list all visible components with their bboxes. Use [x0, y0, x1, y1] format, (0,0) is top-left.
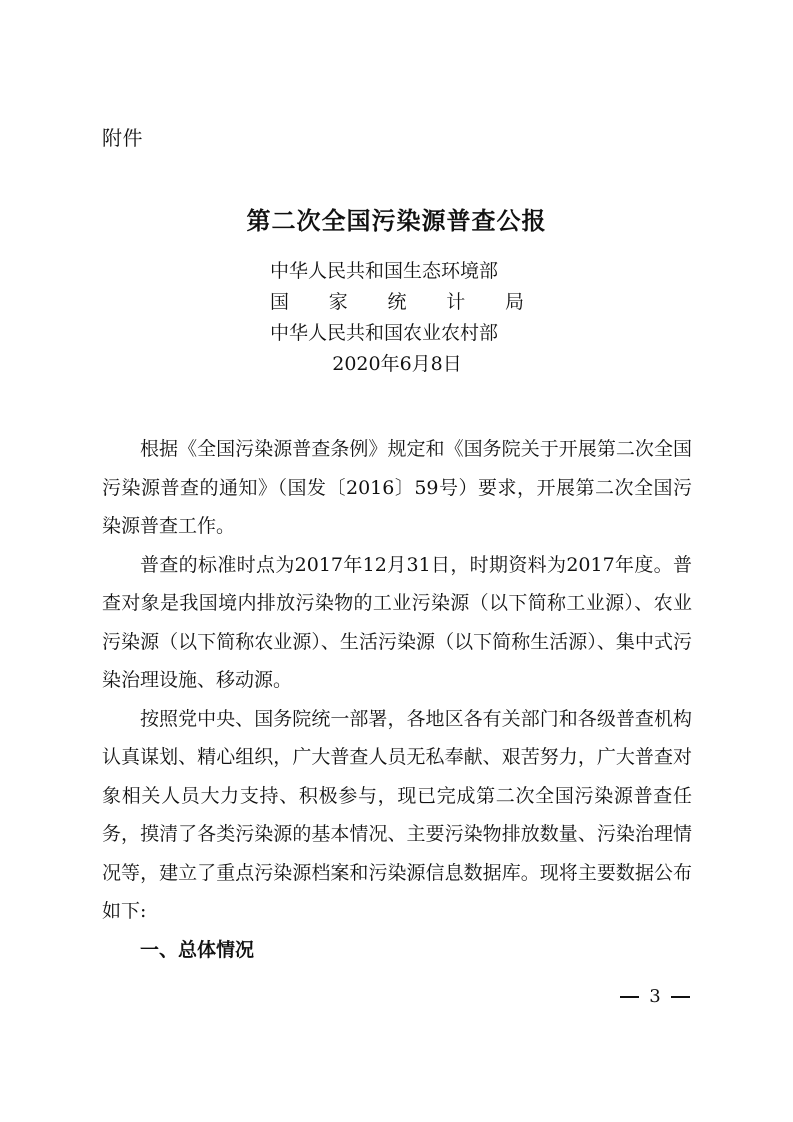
- paragraph-completion: 按照党中央、国务院统一部署，各地区各有关部门和各级普查机构认真谋划、精心组织，广大普查人员无私奉献、艰苦努力，广大普查对象相关人员大力支持、积极参与，现已完成第二次全国污染源普查任务，摸清了各类污染源的基本情况、主要污染物排放数量、污染治理情况等，建立了重点污染源档案和污染源信息数据库。现将主要数据公布如下:: [102, 707, 692, 922]
- issuer-char: 国: [270, 291, 290, 313]
- document-title: 第二次全国污染源普查公报: [246, 207, 547, 235]
- issuer-char: 局: [504, 291, 524, 313]
- page-number: [620, 984, 690, 1010]
- issue-date: 2020年6月8日: [332, 353, 462, 375]
- issuer-statistics-bureau: [270, 287, 524, 318]
- issuer-ministry-agriculture: 中华人民共和国农业农村部: [270, 322, 499, 344]
- issuer-char: 家: [328, 291, 348, 313]
- attachment-label: 附件: [102, 126, 143, 150]
- paragraph-basis: 根据《全国污染源普查条例》规定和《国务院关于开展第二次全国污染源普查的通知》（国发〔2016〕59号）要求，开展第二次全国污染源普查工作。: [102, 438, 692, 537]
- issuer-char: 计: [446, 291, 466, 313]
- issuer-ministry-ecology: 中华人民共和国生态环境部: [270, 260, 499, 282]
- issuing-authorities: [270, 256, 524, 380]
- paragraph-scope: 普查的标准时点为2017年12月31日，时期资料为2017年度。普查对象是我国境内排放污染物的工业污染源（以下简称工业源）、农业污染源（以下简称农业源）、生活污染源（以下简称生活源）、集中式污染治理设施、移动源。: [102, 553, 692, 691]
- dash-left: [620, 996, 639, 998]
- page-number-value: 3: [649, 986, 661, 1007]
- section-heading-overview: 一、总体情况: [140, 938, 255, 961]
- issuer-char: 统: [387, 291, 407, 313]
- dash-right: [671, 996, 690, 998]
- document-body: [102, 430, 692, 969]
